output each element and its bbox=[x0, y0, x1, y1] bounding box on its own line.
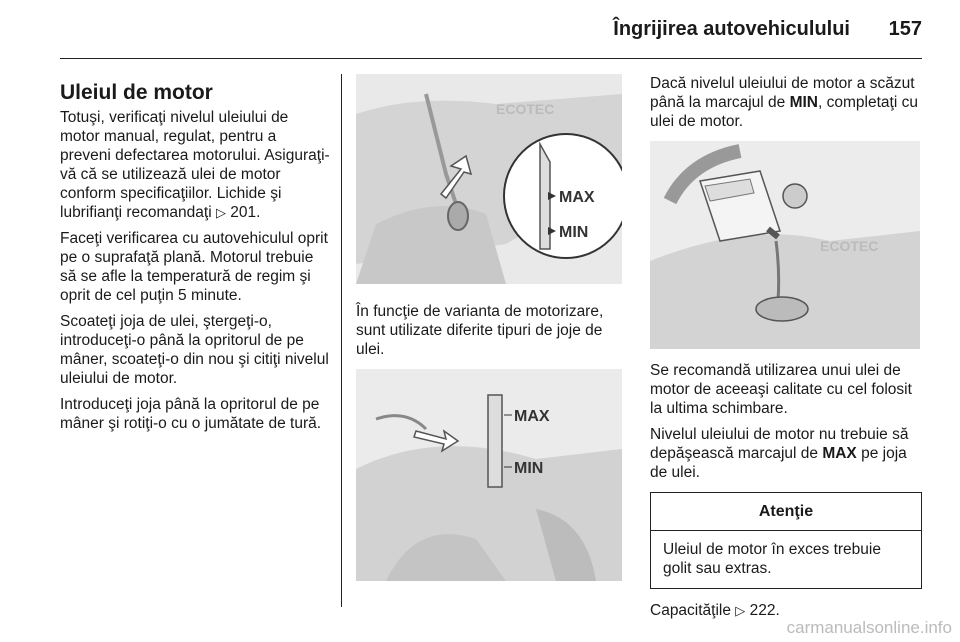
warning-box bbox=[650, 492, 922, 589]
engine-label: ECOTEC bbox=[820, 238, 879, 254]
max-label: MAX bbox=[514, 408, 550, 425]
oil-refill-illustration bbox=[650, 141, 920, 349]
column-right bbox=[650, 74, 922, 627]
header-title: Îngrijirea autovehiculului bbox=[613, 18, 850, 40]
paragraph-top-up bbox=[650, 74, 922, 131]
page-number: 157 bbox=[888, 18, 922, 40]
paragraph-end: . bbox=[775, 602, 780, 619]
min-label: MIN bbox=[514, 460, 544, 477]
paragraph-same-quality: Se recomandă utilizarea unui ulei de motor de aceeaşi calitate cu cel folosit la ultima schimbare. bbox=[650, 362, 912, 417]
max-label: MAX bbox=[559, 189, 595, 206]
paragraph-text: pe joja de ulei. bbox=[650, 445, 907, 481]
min-mark-text: MIN bbox=[789, 94, 819, 111]
dipstick-caption: În funcţie de varianta de motorizare, sunt utilizate diferite tipuri de joje de ulei. bbox=[356, 303, 604, 358]
dipstick-illustration-1 bbox=[356, 74, 622, 284]
column-middle bbox=[356, 74, 624, 581]
page-reference-201[interactable]: 201 bbox=[230, 204, 257, 221]
page-reference-222[interactable]: 222 bbox=[749, 602, 776, 619]
section-title: Uleiul de motor bbox=[60, 81, 213, 104]
min-label: MIN bbox=[559, 224, 589, 241]
paragraph-text: Capacităţile bbox=[650, 602, 736, 619]
paragraph-max-level bbox=[650, 425, 922, 482]
paragraph-insert-dipstick: Introduceţi joja până la opritorul de pe mâner şi rotiţi-o cu o jumătate de tură. bbox=[60, 396, 322, 432]
watermark: carmanualsonline.info bbox=[786, 618, 952, 637]
warning-heading: Atenţie bbox=[651, 493, 921, 531]
column-left bbox=[60, 80, 330, 440]
paragraph-text: Dacă nivelul uleiului de motor a scăzut până la marcajul de bbox=[650, 75, 915, 111]
paragraph-remove-dipstick: Scoateţi joja de ulei, ştergeţi-o, introduceţi-o până la opritorul de pe mâner, scoateţi-o din nou şi citiţi nivelul uleiului de motor. bbox=[60, 313, 329, 387]
paragraph-end: . bbox=[256, 204, 261, 221]
header-rule bbox=[60, 58, 922, 59]
dipstick-illustration-2 bbox=[356, 369, 622, 581]
paragraph-check-oil bbox=[60, 108, 330, 222]
paragraph-text: , completaţi cu ulei de motor. bbox=[650, 94, 918, 130]
paragraph-text: Nivelul uleiului de motor nu trebuie să depăşească marcajul de bbox=[650, 426, 909, 462]
page-reference-arrow-icon: ▷ bbox=[215, 205, 226, 220]
column-divider bbox=[341, 74, 342, 607]
paragraph-text: Totuşi, verificaţi nivelul uleiului de motor manual, regulat, pentru a preveni defectarea motorului. Asiguraţi-vă că se utilizează ulei de motor conform specificaţiilor. Lichide şi lubrifianţi recomandaţi bbox=[60, 109, 330, 221]
page-reference-arrow-icon: ▷ bbox=[735, 603, 746, 618]
paragraph-level-surface: Faceţi verificarea cu autovehiculul oprit pe o suprafaţă plană. Motorul trebuie să se afle la temperatură de regim şi oprit de cel puţin 5 minute. bbox=[60, 230, 328, 304]
warning-body: Uleiul de motor în exces trebuie golit sau extras. bbox=[663, 541, 881, 577]
engine-label: ECOTEC bbox=[496, 101, 555, 117]
max-mark-text: MAX bbox=[822, 445, 857, 462]
